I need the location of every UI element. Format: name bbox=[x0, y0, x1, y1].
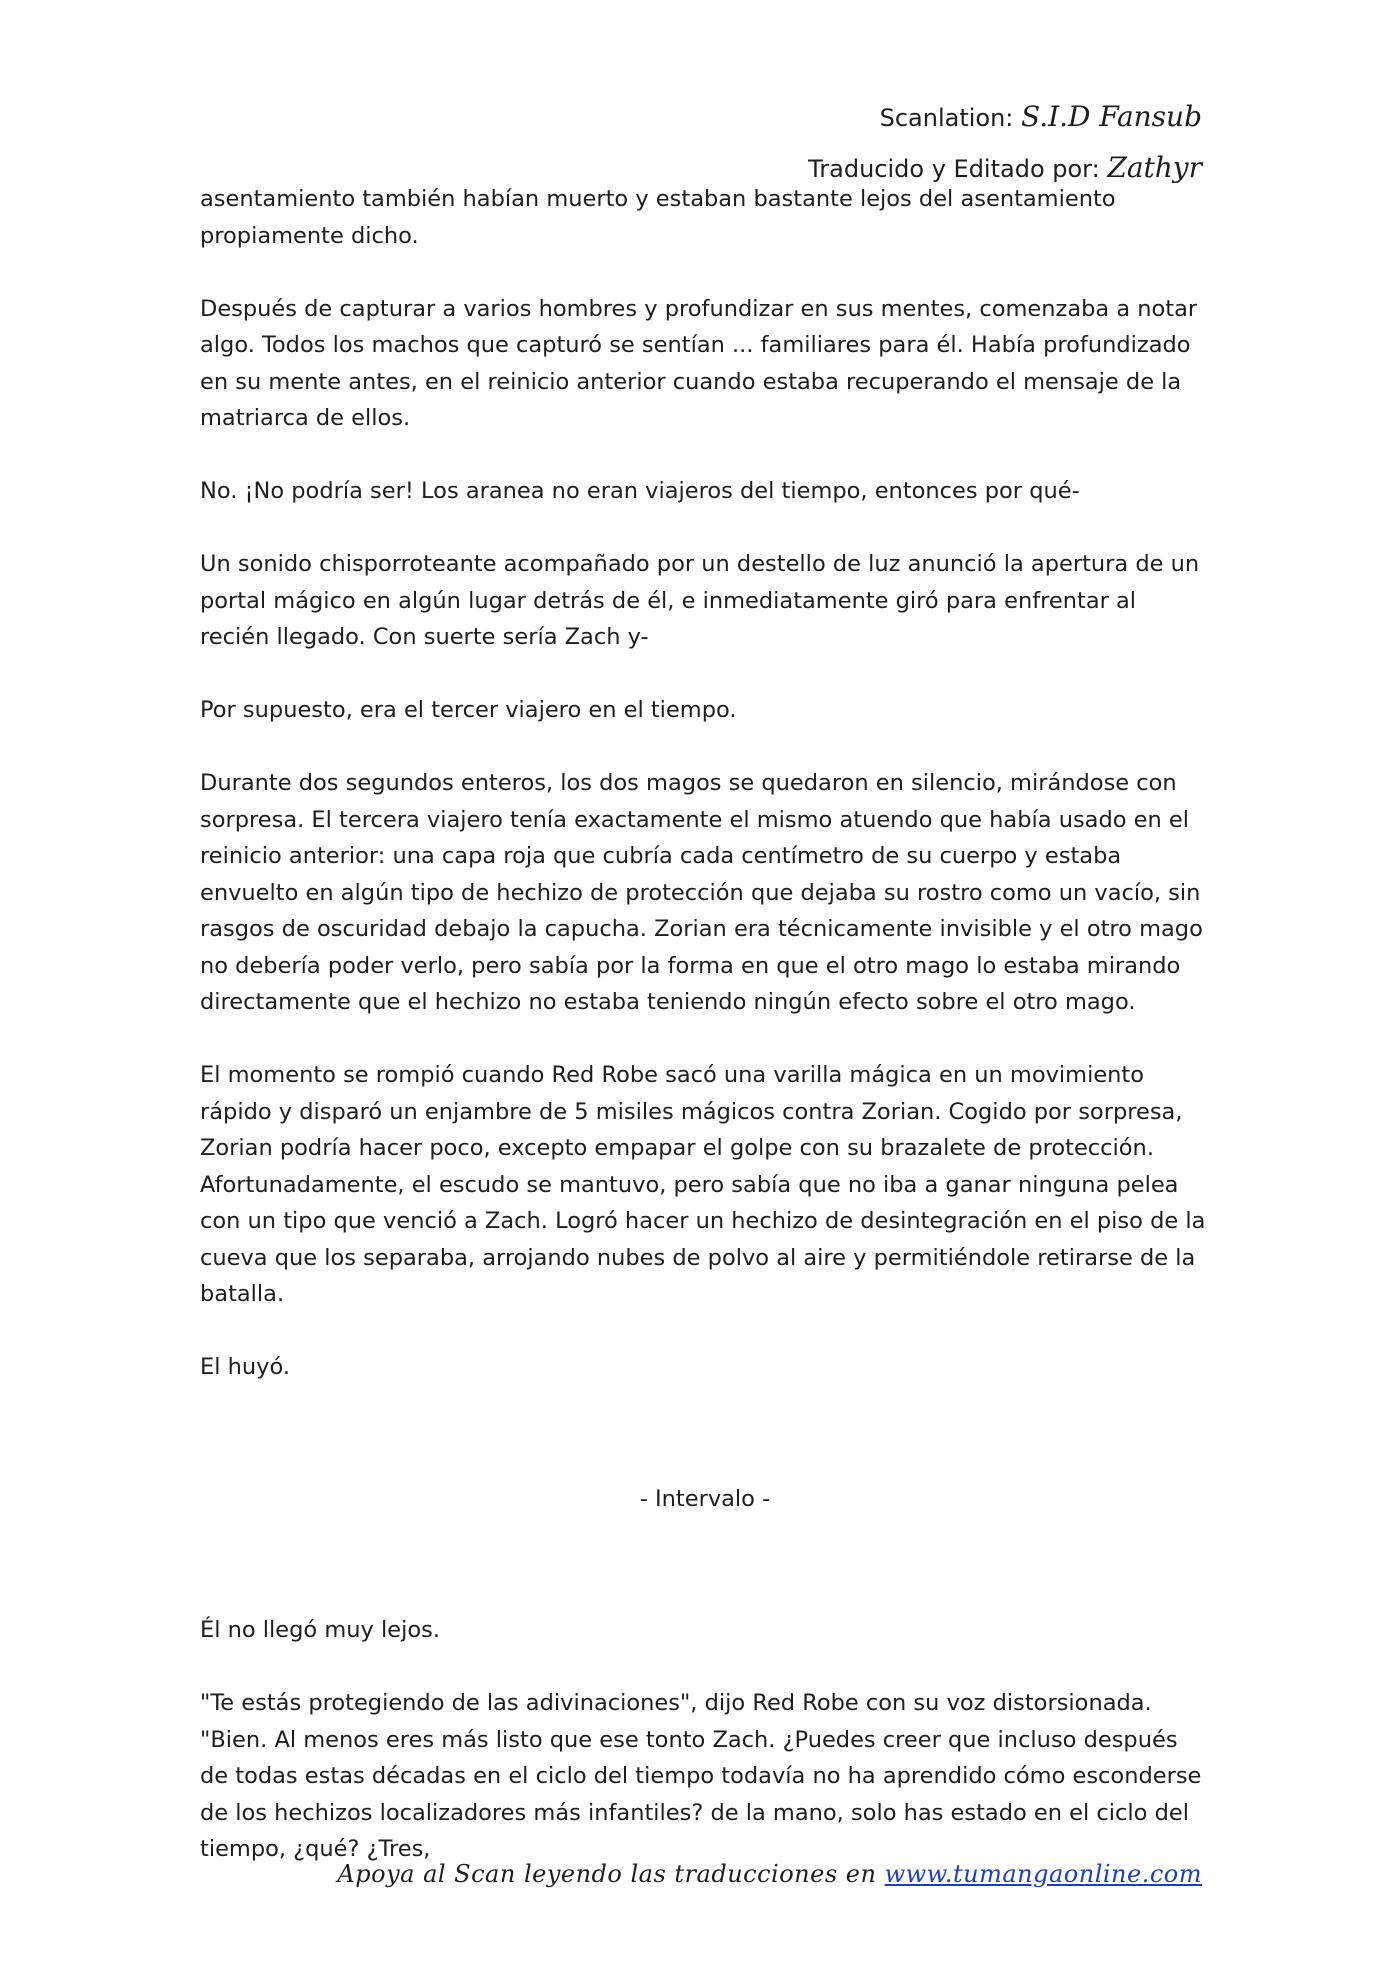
paragraph: Él no llegó muy lejos. bbox=[200, 1617, 440, 1643]
paragraph: No. ¡No podría ser! Los aranea no eran viajeros del tiempo, entonces por qué- bbox=[200, 478, 1080, 504]
interval-marker: - Intervalo - bbox=[639, 1485, 771, 1512]
translator-name: Zathyr bbox=[1107, 151, 1202, 184]
footer-note bbox=[337, 1860, 1202, 1888]
scanlation-line bbox=[808, 92, 1202, 143]
paragraph: Durante dos segundos enteros, los dos magos se quedaron en silencio, mirándose con sorpresa. El tercera viajero tenía exactamente el mismo atuendo que había usado en el reinicio anterior: una capa roja que cubría cada centímetro de su cuerpo y estaba envuelto en algún tipo de hechizo de protección que dejaba su rostro como un vacío, sin rasgos de oscuridad debajo la capucha. Zorian era técnicamente invisible y el otro mago no debería poder verlo, pero sabía por la forma en que el otro mago lo estaba mirando directamente que el hechizo no estaba teniendo ningún efecto sobre el otro mago. bbox=[200, 770, 1203, 1015]
credits-header bbox=[808, 92, 1202, 194]
paragraph: asentamiento también habían muerto y estaban bastante lejos del asentamiento propiamente dicho. bbox=[200, 186, 1116, 249]
paragraph: Un sonido chisporroteante acompañado por un destello de luz anunció la apertura de un portal mágico en algún lugar detrás de él, e inmediatamente giró para enfrentar al recién llegado. Con suerte sería Zach y- bbox=[200, 551, 1200, 650]
footer-link[interactable]: www.tumangaonline.com bbox=[884, 1860, 1202, 1888]
footer-text: Apoya al Scan leyendo las traducciones en bbox=[337, 1860, 877, 1888]
paragraph: Por supuesto, era el tercer viajero en el tiempo. bbox=[200, 697, 737, 723]
chapter-body bbox=[200, 181, 1210, 1904]
paragraph: Después de capturar a varios hombres y profundizar en sus mentes, comenzaba a notar algo. Todos los machos que capturó se sentían ... familiares para él. Había profundizado en su mente antes, en el reinicio anterior cuando estaba recuperando el mensaje de la matriarca de ellos. bbox=[200, 295, 1198, 431]
translator-label: Traducido y Editado por: bbox=[808, 155, 1100, 183]
paragraph: "Te estás protegiendo de las adivinaciones", dijo Red Robe con su voz distorsionada. "Bien. Al menos eres más listo que ese tonto Zach. ¿Puedes creer que incluso después de todas estas décadas en el ciclo del tiempo todavía no ha aprendido cómo esconderse de los hechizos localizadores más infantiles? de la mano, solo has estado en el ciclo del tiempo, ¿qué? ¿Tres, bbox=[200, 1690, 1202, 1862]
scanlation-label: Scanlation: bbox=[879, 104, 1014, 132]
paragraph: El momento se rompió cuando Red Robe sacó una varilla mágica en un movimiento rápido y disparó un enjambre de 5 misiles mágicos contra Zorian. Cogido por sorpresa, Zorian podría hacer poco, excepto empapar el golpe con su brazalete de protección. Afortunadamente, el escudo se mantuvo, pero sabía que no iba a ganar ninguna pelea con un tipo que venció a Zach. Logró hacer un hechizo de desintegración en el piso de la cueva que los separaba, arrojando nubes de polvo al aire y permitiéndole retirarse de la batalla. bbox=[200, 1062, 1206, 1307]
scanlation-group: S.I.D Fansub bbox=[1021, 100, 1202, 133]
paragraph: El huyó. bbox=[200, 1354, 290, 1380]
